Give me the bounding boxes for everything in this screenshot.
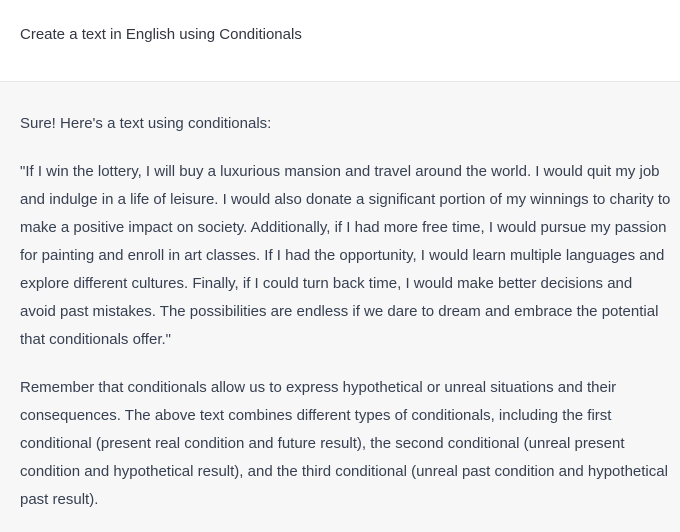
assistant-explanation-paragraph: Remember that conditionals allow us to express hypothetical or unreal situations and their consequences. The above text combines different types of conditionals, including the first conditional (present real condition and future result), the second conditional (unreal present condition and hypothetical result), and the third conditional (unreal past condition and hypothetical past result). [20,379,668,508]
assistant-intro-paragraph: Sure! Here's a text using conditionals: [20,115,272,132]
user-message-text: Create a text in English using Conditionals [20,26,302,43]
user-message-row [0,0,680,82]
assistant-quote-paragraph: "If I win the lottery, I will buy a luxurious mansion and travel around the world. I would quit my job and indulge in a life of leisure. I would also donate a significant portion of my winnings to charity to make a positive impact on society. Additionally, if I had more free time, I would pursue my passion for painting and enroll in art classes. If I had the opportunity, I would learn multiple languages and explore different cultures. Finally, if I could turn back time, I would make better decisions and avoid past mistakes. The possibilities are endless if we dare to dream and embrace the potential that conditionals offer." [20,163,671,348]
assistant-message-row [0,82,680,532]
assistant-message-body [20,110,672,514]
